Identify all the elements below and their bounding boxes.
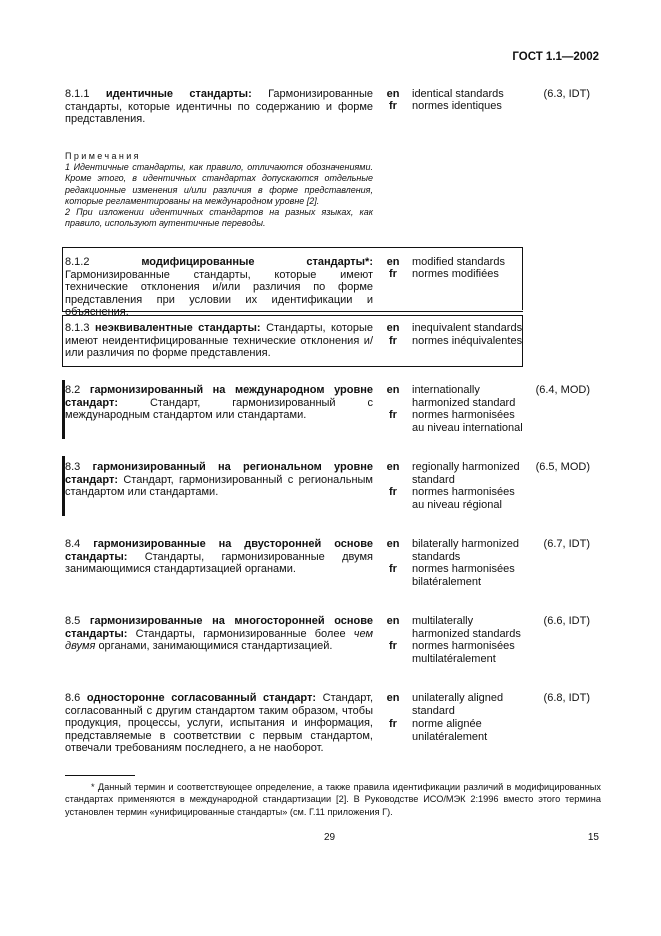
lang-fr: fr: [389, 640, 397, 652]
lang-fr: fr: [389, 486, 397, 498]
term-8-1-1: 8.1.1 идентичные стандарты: Гармонизированные стандарты, которые идентичны по содержанию и форме представления.: [65, 88, 373, 126]
lang-en: en: [386, 692, 400, 704]
equivalent-en: modified standards: [412, 256, 505, 268]
notes-block: [65, 151, 373, 229]
equivalent-fr: normes inéquivalentes: [412, 335, 523, 347]
term-8-1-2: 8.1.2 модифицированные стандарты*: Гармонизированные стандарты, которые имеют технические отклонения и/или различия по форме представления при условии их идентификации и объяснения.: [65, 256, 374, 319]
lang-en: en: [386, 256, 400, 268]
term-8-1-3: 8.1.3 неэквивалентные стандарты: Стандарты, которые имеют неидентифицированные технические отклонения и/или различия по форме представления.: [65, 322, 373, 360]
iso-reference: (6.6, IDT): [543, 615, 590, 627]
lang-en: en: [386, 384, 400, 396]
equivalent-en: bilaterally harmonized standards: [412, 538, 519, 563]
equivalent-en: unilaterally aligned standard: [412, 692, 504, 717]
page-number-right: 15: [587, 832, 599, 843]
equivalent-en: multilaterally harmonized standards: [412, 615, 521, 640]
iso-reference: (6.4, MOD): [535, 384, 590, 396]
lang-en: en: [386, 88, 400, 100]
lang-fr: fr: [389, 409, 397, 421]
equivalent-en: inequivalent standards: [412, 322, 523, 334]
lang-en: en: [386, 461, 400, 473]
iso-reference: (6.8, IDT): [543, 692, 590, 704]
lang-fr: fr: [389, 563, 397, 575]
term-8-6: 8.6 односторонне согласованный стандарт: Стандарт, согласованный с другим стандартом таким образом, чтобы продукция, процессы, услуги, испытания и информация, представляемые в соответствии с первым стандартом, отвечали требованиям последнего, а не наоборот.: [65, 692, 374, 755]
equivalent-en: internationally harmonized standard: [412, 384, 516, 409]
lang-en: en: [386, 538, 400, 550]
equivalent-fr: normes harmonisées au niveau régional: [412, 486, 515, 511]
iso-reference: (6.7, IDT): [543, 538, 590, 550]
notes-heading: Примечания: [65, 151, 141, 161]
term-8-4: 8.4 гармонизированные на двусторонней основе стандарты: Стандарты, гармонизированные двумя занимающимися стандартизацией органами.: [65, 538, 373, 576]
equivalent-fr: normes modifiées: [412, 268, 499, 280]
equivalent-en: regionally harmonized standard: [412, 461, 520, 486]
equivalent-fr: norme alignée unilatéralement: [412, 718, 488, 743]
iso-reference: (6.3, IDT): [543, 88, 590, 100]
lang-en: en: [386, 322, 400, 334]
equivalent-en: identical standards: [412, 88, 504, 100]
equivalent-fr: normes identiques: [412, 100, 502, 112]
document-id: ГОСТ 1.1—2002: [512, 51, 599, 63]
footnote-separator: [65, 775, 135, 776]
iso-reference: (6.5, MOD): [535, 461, 590, 473]
lang-fr: fr: [389, 718, 397, 730]
note-1: 1 Идентичные стандарты, как правило, отличаются обозначениями. Кроме этого, в идентичных стандартах допускаются отдельные редакционные изменения и/или различия в форме представления, которые регламентированы на международном уровне [2].: [65, 162, 373, 206]
equivalent-fr: normes harmonisées multilatéralement: [412, 640, 515, 665]
term-8-5: 8.5 гармонизированные на многосторонней основе стандарты: Стандарты, гармонизированные более чем двумя органами, занимающимися стандартизацией.: [65, 615, 373, 653]
page-number-center: 29: [324, 832, 336, 843]
lang-fr: fr: [389, 335, 397, 347]
note-2: 2 При изложении идентичных стандартов на разных языках, как правило, используют аутентичные переводы.: [65, 207, 373, 229]
term-8-2: 8.2 гармонизированный на международном уровне стандарт: Стандарт, гармонизированный с международным стандартом или стандартами.: [65, 384, 373, 422]
lang-fr: fr: [389, 100, 397, 112]
equivalent-fr: normes harmonisées au niveau international: [412, 409, 523, 434]
term-8-3: 8.3 гармонизированный на региональном уровне стандарт: Стандарт, гармонизированный с региональным стандартом или стандартами.: [65, 461, 373, 499]
equivalent-fr: normes harmonisées bilatéralement: [412, 563, 515, 588]
lang-fr: fr: [389, 268, 397, 280]
lang-en: en: [386, 615, 400, 627]
footnote: * Данный термин и соответствующее определение, а также правила идентификации различий в модифицированных стандартах применяются в международной стандартизации [2]. В Руководстве ИСО/МЭК 2:1996 вместо этого термина установлен термин «унифицированные стандарты» (см. Г.11 приложения Г).: [65, 782, 601, 817]
